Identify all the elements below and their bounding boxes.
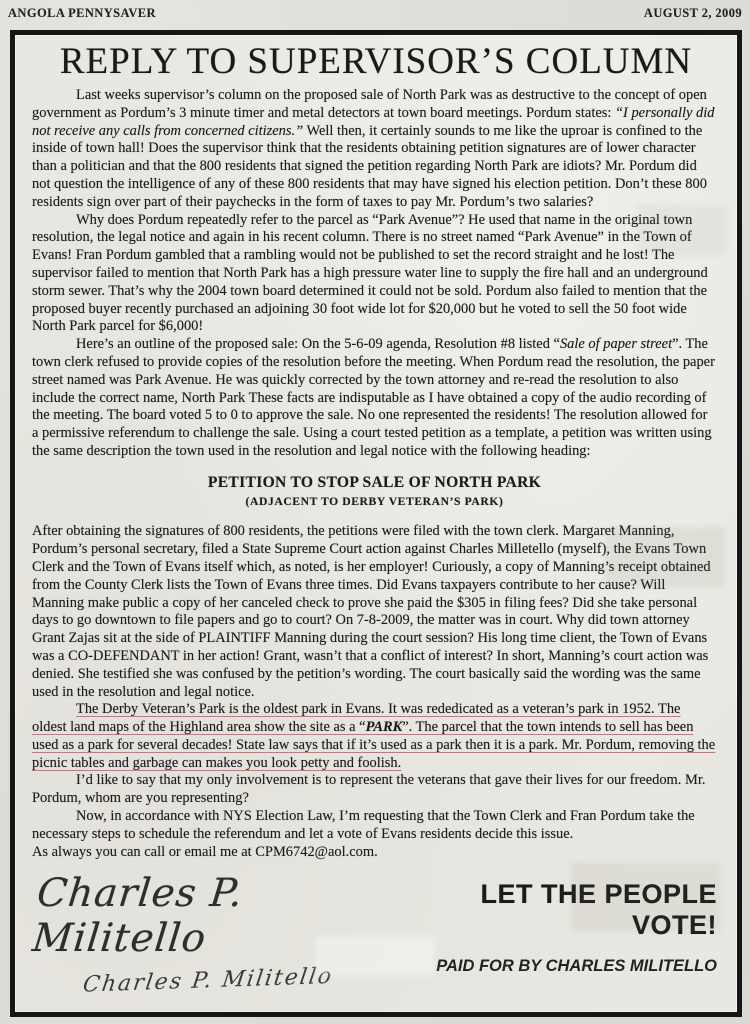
article-paragraph xyxy=(32,523,717,701)
article-frame xyxy=(10,30,742,1017)
text-segment: Now, in accordance with NYS Election Law, I’m requesting that the Town Clerk and Fran Pordum take the necessary steps to schedule the referendum and let a vote of Evans residents decide this issue. xyxy=(32,808,695,842)
article-paragraph xyxy=(32,336,717,461)
text-segment: I’d like to say that my only involvement is to represent the veterans that gave their lives for our freedom. Mr. Pordum, whom are you representing? xyxy=(32,772,706,807)
text-segment: The Derby Veteran’s Park is the oldest park in Evans. It was rededicated as a veteran’s park in 1952. The oldest land maps of the Highland area show the site as a “ xyxy=(32,701,681,736)
text-segment: After obtaining the signatures of 800 residents, the petitions were filed with the town clerk. Margaret Manning, Pordum’s personal secretary, filed a State Supreme Court action against Charles Milletello (myself), the Evans Town Clerk and the Town of Evans itself which, as noted, is her employer! Curiously, a copy of Manning’s receipt obtained from the County Clerk lists the Town of Evans three times. Did Evans taxpayers contribute to her cause? Will Manning make public a copy of her canceled check to prove she paid the $305 in filing fees? Did she take personal days to go downtown to file papers and go to court? On 7-8-2009, the matter was in court. Why did town attorney Grant Zajas sit at the side of PLAINTIFF Manning during the court session? His long time client, the Town of Evans was a CO-DEFENDANT in her action! Grant, wasn’t that a conflict of interest? In short, Manning’s court action was denied. She testified she was confused by the petition’s wording. The court basically said the wording was the same used in the resolution and legal notice. xyxy=(32,523,711,700)
paragraph-red-underlined xyxy=(32,701,717,772)
text-segment: “I personally did not receive any calls from concerned citizens.” xyxy=(32,104,715,139)
signature-row xyxy=(15,861,737,999)
publication-name: ANGOLA PENNYSAVER xyxy=(8,6,156,20)
text-segment: ”. The town clerk refused to provide copies of the resolution before the meeting. When Pordum read the resolution, the paper street named was Park Avenue. He was quickly corrected by the town attorney and re-read the resolution to also include the correct name, North Park These facts are indisputable as I have obtained a copy of the audio recording of the meeting. The board voted 5 to 0 to approve the sale. No one represented the residents! The resolution allowed for a permissive referendum to challenge the sale. Using a court tested petition as a template, a petition was written using the same description the town used in the resolution and legal notice with the following heading: xyxy=(32,336,715,459)
issue-date: AUGUST 2, 2009 xyxy=(643,6,742,20)
text-segment: ”. The parcel that the town intends to sell has been used as a park for several decades! State law says that if it’s used as a park then it is a park. Mr. Pordum, removing the picnic tables and garbage can makes you look petty and foolish. xyxy=(32,719,716,771)
article-paragraph xyxy=(32,87,717,212)
petition-subheading: (ADJACENT TO DERBY VETERAN’S PARK) xyxy=(245,494,504,508)
text-segment: Here’s an outline of the proposed sale: On the 5-6-09 agenda, Resolution #8 listed “ xyxy=(76,336,560,353)
slogan-block xyxy=(406,871,723,976)
printed-signature: Charles P. Militello xyxy=(30,871,246,962)
text-segment: Last weeks supervisor’s column on the proposed sale of North Park was as destructive to the concept of open government as Pordum’s 3 minute timer and metal detectors at town board meetings. Pordum states: xyxy=(32,87,707,121)
article-paragraph xyxy=(32,808,717,844)
text-segment: Why does Pordum repeatedly refer to the parcel as “Park Avenue”? He used that name in the original town resolution, the legal notice and again in his recent column. There is no street named “Park Avenue” in the Town of Evans! Fran Pordum gambled that a rambling would not be published to set the record straight and he lost! The supervisor failed to mention that North Park has a high pressure water line to supply the fire hall and an underground storm sewer. That’s why the 2004 town board determined it could not be sold. Pordum also failed to mention that the proposed buyer recently purchased an adjoining 30 foot wide lot for $20,000 but he voted to sell the 50 foot wide North Park parcel for $6,000! xyxy=(32,211,708,335)
text-segment: Sale of paper street xyxy=(559,336,673,353)
petition-heading: PETITION TO STOP SALE OF NORTH PARK xyxy=(207,473,542,491)
article-body xyxy=(15,85,737,861)
masthead xyxy=(8,6,742,21)
text-segment: Well then, it certainly sounds to me like the uproar is confined to the inside of town hall! Does the supervisor think that the residents obtaining petition signatures are of lower character than a politician and that the 800 residents that signed the petition regarding North Park are idiots? Mr. Pordum did not question the intelligence of any of these 800 residents that may have signed his election petition. Don’t these 800 residents sign over part of their paychecks in the form of taxes to pay Mr. Pordum’s two salaries? xyxy=(32,122,707,210)
signature-block xyxy=(30,871,406,999)
article-title: REPLY TO SUPERVISOR’S COLUMN xyxy=(59,41,693,82)
text-segment: PARK xyxy=(365,719,403,736)
paid-for-line: PAID FOR BY CHARLES MILITELLO xyxy=(436,957,717,976)
handwritten-signature: Charles P. Militello xyxy=(81,964,335,999)
article-paragraph xyxy=(32,772,717,808)
contact-line: As always you can call or email me at CPM6742@aol.com. xyxy=(32,843,378,860)
vote-slogan: LET THE PEOPLE VOTE! xyxy=(480,879,717,941)
article-paragraph xyxy=(32,212,717,337)
